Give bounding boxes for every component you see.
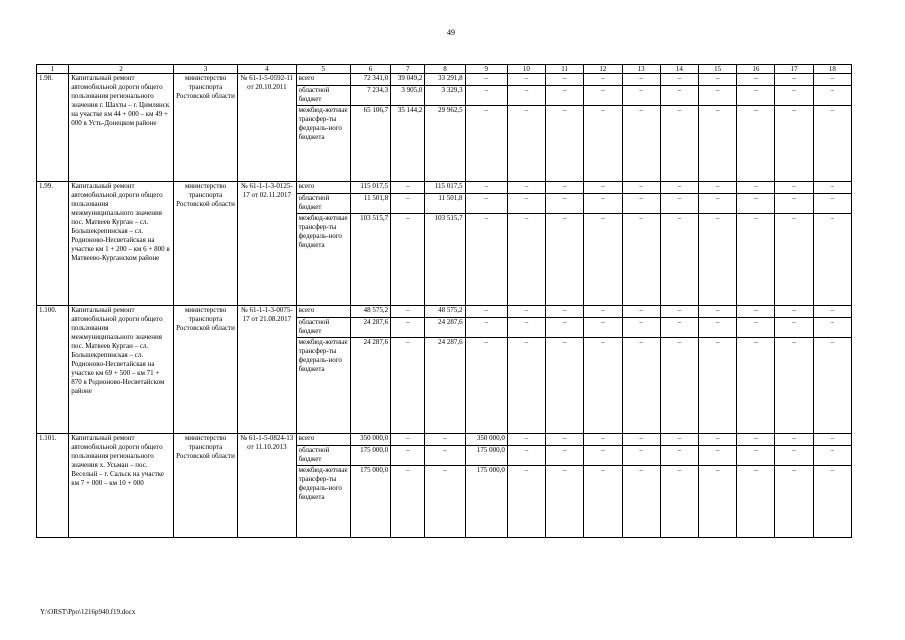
amount-cell: –	[622, 446, 660, 466]
column-header: 18	[813, 65, 851, 74]
amount-cell: –	[425, 446, 465, 466]
amount-cell: –	[465, 214, 507, 306]
amount-cell: –	[507, 466, 545, 538]
record-organization: министерство транспорта Ростовской области	[173, 74, 237, 182]
amount-cell: –	[507, 86, 545, 106]
amount-cell: –	[660, 466, 698, 538]
amount-cell: –	[507, 446, 545, 466]
amount-cell: –	[391, 466, 425, 538]
amount-cell: –	[584, 338, 622, 434]
amount-cell: –	[698, 306, 736, 318]
amount-cell: –	[737, 214, 775, 306]
amount-cell: –	[507, 182, 545, 194]
amount-cell: –	[391, 194, 425, 214]
amount-cell: –	[546, 338, 584, 434]
amount-cell: –	[622, 74, 660, 86]
amount-cell: –	[813, 182, 851, 194]
column-header: 12	[584, 65, 622, 74]
funding-source: всего	[296, 74, 350, 86]
amount-cell: –	[622, 466, 660, 538]
amount-cell: 175 000,0	[465, 466, 507, 538]
amount-cell: –	[507, 338, 545, 434]
amount-cell: –	[775, 434, 813, 446]
amount-cell: –	[698, 446, 736, 466]
amount-cell: –	[737, 86, 775, 106]
amount-cell: –	[546, 74, 584, 86]
amount-cell: –	[737, 306, 775, 318]
amount-cell: –	[698, 434, 736, 446]
amount-cell: 175 000,0	[350, 466, 390, 538]
amount-cell: –	[698, 86, 736, 106]
amount-cell: –	[465, 86, 507, 106]
column-header: 8	[425, 65, 465, 74]
column-header: 2	[69, 65, 174, 74]
amount-cell: –	[698, 74, 736, 86]
column-header: 9	[465, 65, 507, 74]
amount-cell: 24 287,6	[425, 318, 465, 338]
amount-cell: –	[584, 318, 622, 338]
column-header: 17	[775, 65, 813, 74]
amount-cell: –	[391, 338, 425, 434]
amount-cell: 11 501,8	[425, 194, 465, 214]
column-header: 14	[660, 65, 698, 74]
amount-cell: –	[698, 182, 736, 194]
amount-cell: 39 049,2	[391, 74, 425, 86]
amount-cell: –	[507, 194, 545, 214]
table-header	[37, 65, 852, 74]
funding-source: всего	[296, 434, 350, 446]
amount-cell: –	[813, 86, 851, 106]
column-header: 1	[37, 65, 69, 74]
amount-cell: 11 501,8	[350, 194, 390, 214]
column-header: 3	[173, 65, 237, 74]
amount-cell: –	[660, 338, 698, 434]
amount-cell: –	[698, 194, 736, 214]
funding-source: межбюд-жетные трансфер-ты федераль-ного бюджета	[296, 106, 350, 182]
amount-cell: –	[660, 306, 698, 318]
amount-cell: –	[813, 446, 851, 466]
amount-cell: –	[775, 214, 813, 306]
record-organization: министерство транспорта Ростовской области	[173, 182, 237, 306]
amount-cell: –	[660, 446, 698, 466]
amount-cell: –	[546, 86, 584, 106]
column-header: 6	[350, 65, 390, 74]
amount-cell: –	[584, 434, 622, 446]
table-body	[37, 74, 852, 538]
amount-cell: –	[465, 338, 507, 434]
amount-cell: –	[391, 446, 425, 466]
amount-cell: –	[584, 182, 622, 194]
record-name: Капитальный ремонт автомобильной дороги общего пользования межмуниципального значения пос. Матвеев Курган – сл. Большекрепинская – сл. Родионово-Несветайская на участке км 69 + 500 – км 71 + 870 в Родионово-Несветайском районе	[69, 306, 174, 434]
amount-cell: 29 962,5	[425, 106, 465, 182]
amount-cell: 3 329,3	[425, 86, 465, 106]
funding-source: всего	[296, 306, 350, 318]
amount-cell: –	[622, 338, 660, 434]
record-organization: министерство транспорта Ростовской области	[173, 306, 237, 434]
amount-cell: –	[698, 106, 736, 182]
funding-source: областной бюджет	[296, 446, 350, 466]
amount-cell: –	[660, 318, 698, 338]
amount-cell: –	[775, 338, 813, 434]
amount-cell: –	[391, 318, 425, 338]
amount-cell: 35 144,2	[391, 106, 425, 182]
amount-cell: –	[660, 194, 698, 214]
column-header: 16	[737, 65, 775, 74]
amount-cell: –	[775, 306, 813, 318]
amount-cell: –	[737, 106, 775, 182]
table-row	[37, 182, 852, 194]
amount-cell: –	[737, 318, 775, 338]
amount-cell: –	[546, 106, 584, 182]
amount-cell: 350 000,0	[465, 434, 507, 446]
amount-cell: –	[622, 214, 660, 306]
amount-cell: –	[698, 214, 736, 306]
amount-cell: –	[546, 194, 584, 214]
amount-cell: –	[546, 434, 584, 446]
amount-cell: –	[813, 214, 851, 306]
amount-cell: –	[425, 466, 465, 538]
amount-cell: 24 287,6	[350, 318, 390, 338]
amount-cell: –	[698, 318, 736, 338]
amount-cell: –	[622, 106, 660, 182]
amount-cell: –	[737, 182, 775, 194]
amount-cell: –	[507, 434, 545, 446]
amount-cell: –	[507, 318, 545, 338]
amount-cell: –	[622, 194, 660, 214]
amount-cell: –	[813, 338, 851, 434]
amount-cell: 65 106,7	[350, 106, 390, 182]
amount-cell: –	[391, 306, 425, 318]
amount-cell: –	[465, 74, 507, 86]
table-row	[37, 74, 852, 86]
column-header: 5	[296, 65, 350, 74]
amount-cell: –	[546, 446, 584, 466]
amount-cell: –	[813, 306, 851, 318]
amount-cell: 24 287,6	[425, 338, 465, 434]
amount-cell: –	[813, 434, 851, 446]
amount-cell: –	[813, 194, 851, 214]
funding-source: межбюд-жетные трансфер-ты федераль-ного бюджета	[296, 466, 350, 538]
record-name: Капитальный ремонт автомобильной дороги общего пользования регионального значения г. Шахты – г. Цимлянск на участке км 44 + 000 – км 49 + 000 в Усть-Донецком районе	[69, 74, 174, 182]
amount-cell: –	[584, 214, 622, 306]
amount-cell: –	[584, 306, 622, 318]
amount-cell: –	[622, 86, 660, 106]
record-number: 1.99.	[37, 182, 69, 306]
amount-cell: 103 515,7	[425, 214, 465, 306]
amount-cell: 103 515,7	[350, 214, 390, 306]
amount-cell: –	[698, 466, 736, 538]
amount-cell: –	[775, 446, 813, 466]
amount-cell: 48 575,2	[425, 306, 465, 318]
amount-cell: –	[737, 74, 775, 86]
funding-source: областной бюджет	[296, 318, 350, 338]
record-number: 1.98.	[37, 74, 69, 182]
amount-cell: 350 000,0	[350, 434, 390, 446]
amount-cell: –	[660, 214, 698, 306]
footer-file-path: Y:\ORST\Ppo\1216p940.f19.docx	[40, 608, 136, 616]
amount-cell: –	[507, 106, 545, 182]
amount-cell: –	[775, 86, 813, 106]
record-organization: министерство транспорта Ростовской области	[173, 434, 237, 538]
amount-cell: –	[660, 86, 698, 106]
column-header: 7	[391, 65, 425, 74]
amount-cell: –	[507, 214, 545, 306]
amount-cell: –	[546, 318, 584, 338]
amount-cell: –	[391, 182, 425, 194]
amount-cell: 175 000,0	[465, 446, 507, 466]
amount-cell: –	[465, 182, 507, 194]
page-number: 49	[447, 28, 455, 37]
amount-cell: –	[622, 318, 660, 338]
record-document: № 61-1-1-3-0075-17 от 21.08.2017	[238, 306, 296, 434]
amount-cell: –	[813, 318, 851, 338]
amount-cell: –	[775, 466, 813, 538]
amount-cell: –	[775, 318, 813, 338]
amount-cell: –	[465, 306, 507, 318]
record-document: № 61-1-5-0592-11 от 20.10.2011	[238, 74, 296, 182]
amount-cell: –	[660, 182, 698, 194]
amount-cell: –	[391, 434, 425, 446]
amount-cell: –	[737, 446, 775, 466]
amount-cell: –	[584, 194, 622, 214]
funding-source: межбюд-жетные трансфер-ты федераль-ного бюджета	[296, 214, 350, 306]
funding-source: областной бюджет	[296, 194, 350, 214]
amount-cell: –	[775, 194, 813, 214]
amount-cell: –	[660, 74, 698, 86]
amount-cell: –	[546, 182, 584, 194]
funding-source: межбюд-жетные трансфер-ты федераль-ного бюджета	[296, 338, 350, 434]
record-number: 1.100.	[37, 306, 69, 434]
amount-cell: 24 287,6	[350, 338, 390, 434]
amount-cell: –	[737, 194, 775, 214]
record-document: № 61-1-5-0824-13 от 11.10.2013	[238, 434, 296, 538]
amount-cell: –	[584, 86, 622, 106]
column-header: 15	[698, 65, 736, 74]
amount-cell: 72 341,0	[350, 74, 390, 86]
amount-cell: –	[584, 466, 622, 538]
amount-cell: –	[622, 182, 660, 194]
amount-cell: –	[737, 338, 775, 434]
column-header: 13	[622, 65, 660, 74]
amount-cell: –	[391, 214, 425, 306]
amount-cell: –	[584, 106, 622, 182]
program-table	[36, 64, 852, 538]
record-name: Капитальный ремонт автомобильной дороги общего пользования межмуниципального значения пос. Матвеев Курган – сл. Большекрепинская – сл. Родионово-Несветайская на участке км 1 + 200 – км 6 + 800 в Матвеево-Курганском районе	[69, 182, 174, 306]
amount-cell: –	[425, 434, 465, 446]
amount-cell: –	[584, 74, 622, 86]
amount-cell: 3 905,0	[391, 86, 425, 106]
column-header: 11	[546, 65, 584, 74]
amount-cell: –	[622, 306, 660, 318]
amount-cell: –	[622, 434, 660, 446]
amount-cell: –	[737, 466, 775, 538]
amount-cell: –	[775, 106, 813, 182]
amount-cell: –	[465, 194, 507, 214]
record-number: 1.101.	[37, 434, 69, 538]
amount-cell: –	[584, 446, 622, 466]
record-document: № 61-1-1-3-0125-17 от 02.11.2017	[238, 182, 296, 306]
amount-cell: 115 017,5	[425, 182, 465, 194]
amount-cell: –	[507, 306, 545, 318]
column-header: 4	[238, 65, 296, 74]
amount-cell: –	[813, 466, 851, 538]
amount-cell: –	[465, 318, 507, 338]
amount-cell: –	[775, 182, 813, 194]
funding-source: всего	[296, 182, 350, 194]
amount-cell: –	[698, 338, 736, 434]
amount-cell: 48 575,2	[350, 306, 390, 318]
amount-cell: 7 234,3	[350, 86, 390, 106]
amount-cell: 33 291,8	[425, 74, 465, 86]
amount-cell: –	[660, 106, 698, 182]
amount-cell: –	[546, 306, 584, 318]
amount-cell: –	[813, 106, 851, 182]
table-row	[37, 434, 852, 446]
amount-cell: –	[775, 74, 813, 86]
table-row	[37, 306, 852, 318]
column-header: 10	[507, 65, 545, 74]
amount-cell: –	[507, 74, 545, 86]
amount-cell: –	[660, 434, 698, 446]
record-name: Капитальный ремонт автомобильной дороги общего пользования регионального значения х. Усьман – пос. Веселый – г. Сальск на участке км 7 + 000 – км 10 + 000	[69, 434, 174, 538]
amount-cell: 175 000,0	[350, 446, 390, 466]
amount-cell: 115 017,5	[350, 182, 390, 194]
amount-cell: –	[546, 214, 584, 306]
amount-cell: –	[465, 106, 507, 182]
amount-cell: –	[737, 434, 775, 446]
amount-cell: –	[813, 74, 851, 86]
funding-source: областной бюджет	[296, 86, 350, 106]
amount-cell: –	[546, 466, 584, 538]
